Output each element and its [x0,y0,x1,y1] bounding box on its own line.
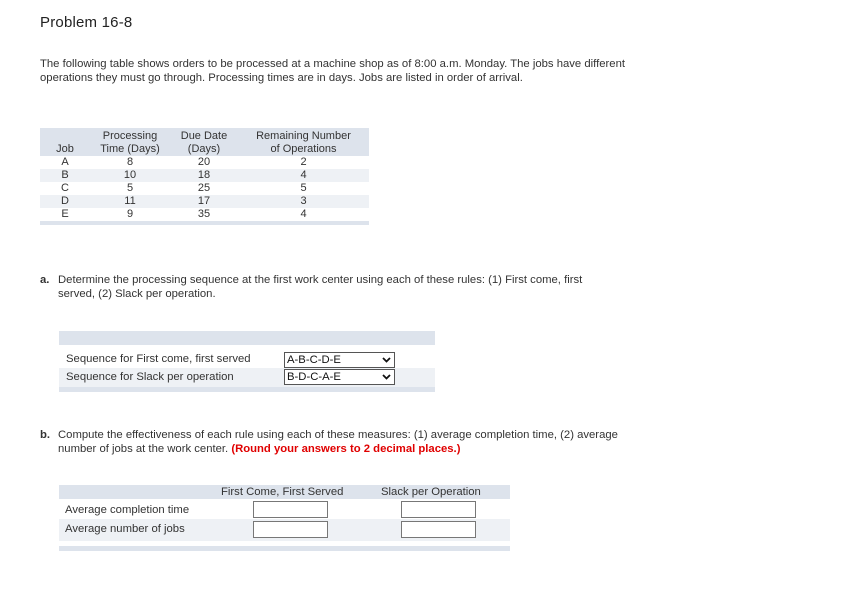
slack-avg-completion-input[interactable] [401,501,476,518]
row-label: Sequence for First come, first served [66,353,251,365]
measure-row-completion-time [59,499,510,519]
box-footer-bar [59,387,435,392]
table-row [40,208,369,221]
table-row [40,182,369,195]
question-letter: a. [40,274,50,286]
cell-remaining: 4 [238,169,369,182]
table-header-row [40,128,369,156]
cell-remaining: 3 [238,195,369,208]
problem-title: Problem 16-8 [40,14,133,31]
cell-due: 20 [197,156,211,168]
table-row [40,195,369,208]
effectiveness-answer-box [59,485,510,551]
question-text [58,428,618,456]
header-job: Job [40,128,90,156]
column-header-slack: Slack per Operation [381,486,481,498]
selected-value: A-B-C-D-E [287,354,341,366]
sequence-answer-box [59,331,435,392]
cell-job: C [61,182,69,194]
table-row [40,156,369,169]
cell-processing: 8 [126,156,134,168]
cell-remaining: 5 [300,182,307,194]
row-label: Average completion time [65,504,190,516]
row-label: Sequence for Slack per operation [66,371,234,383]
cell-due: 17 [170,195,238,208]
question-a [40,273,640,301]
fcfs-sequence-select[interactable] [284,352,395,368]
box-header-bar [59,331,435,345]
slack-avg-jobs-input[interactable] [401,521,476,538]
question-letter: b. [40,429,51,441]
cell-processing: 10 [90,169,170,182]
question-text: Determine the processing sequence at the first work center using each of these rules: (1) First come, first served, (2) Slack per operation. [58,274,583,300]
question-b [40,428,640,456]
cell-job: A [61,156,69,168]
cell-job: D [40,195,90,208]
selected-value: B-D-C-A-E [287,371,341,383]
cell-due: 35 [197,208,211,220]
measure-row-number-of-jobs [59,519,510,541]
row-label: Average number of jobs [65,523,185,535]
sequence-row-fcfs [59,345,435,368]
cell-due: 25 [197,182,211,194]
column-header-fcfs: First Come, First Served [221,486,344,498]
chevron-down-icon [382,356,391,364]
table-row [40,169,369,182]
fcfs-avg-jobs-input[interactable] [253,521,328,538]
sequence-row-slack [59,368,435,387]
chevron-down-icon [382,373,391,381]
cell-remaining: 4 [300,208,307,220]
rounding-instruction: (Round your answers to 2 decimal places.) [231,443,461,455]
cell-processing: 11 [90,195,170,208]
fcfs-avg-completion-input[interactable] [253,501,328,518]
box-footer-bar [59,546,510,551]
table-footer-bar [40,221,369,225]
jobs-table [40,128,369,225]
cell-due: 18 [170,169,238,182]
header-processing-time: Processing Time (Days) [90,128,170,156]
header-remaining-operations: Remaining Number of Operations [238,128,369,156]
cell-remaining: 2 [300,156,307,168]
cell-processing: 9 [126,208,134,220]
question-body: Compute the effectiveness of each rule using each of these measures: (1) average completion time, (2) average number of jobs at the work center. [58,429,618,455]
slack-sequence-select[interactable] [284,369,395,385]
cell-job: B [40,169,90,182]
cell-job: E [61,208,69,220]
cell-processing: 5 [126,182,134,194]
header-due-date: Due Date (Days) [170,128,238,156]
problem-intro: The following table shows orders to be processed at a machine shop as of 8:00 a.m. Monday. The jobs have different operations they must go through. Processing times are in days. Jobs are listed in order of arrival. [40,58,625,84]
